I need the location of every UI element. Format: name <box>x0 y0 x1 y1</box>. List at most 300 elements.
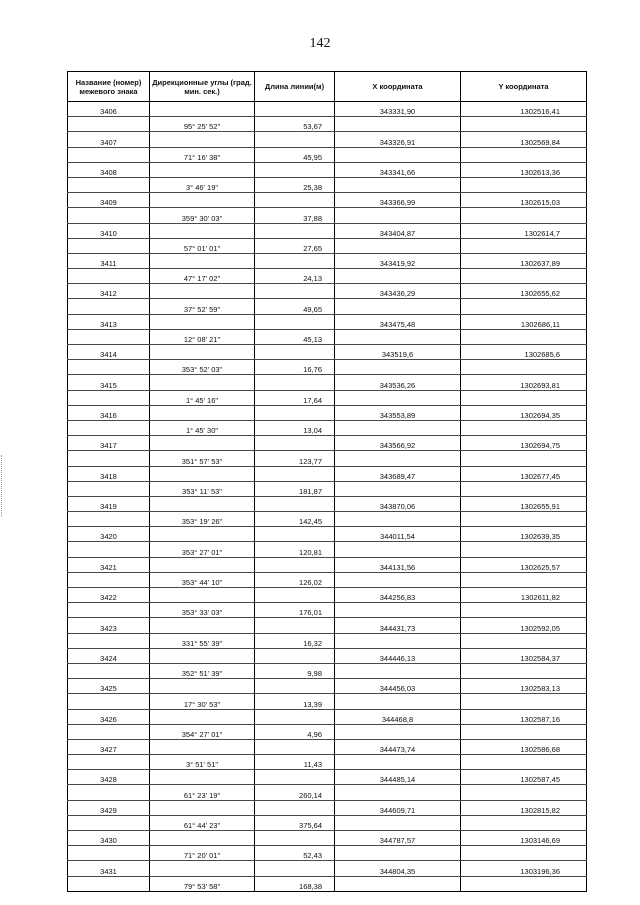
direction-angle-cell: 37° 52' 59" <box>150 299 255 314</box>
line-length-cell: 37,88 <box>255 208 335 223</box>
empty-cell <box>335 815 461 830</box>
segment-row <box>68 512 587 527</box>
y-coordinate-cell: 1302693,81 <box>461 375 587 390</box>
x-coordinate-cell: 344431,73 <box>335 618 461 633</box>
empty-cell <box>335 755 461 770</box>
segment-row <box>68 390 587 405</box>
empty-cell <box>255 405 335 420</box>
empty-cell <box>461 603 587 618</box>
empty-cell <box>68 755 150 770</box>
empty-cell <box>335 360 461 375</box>
direction-angle-cell: 354° 27' 01" <box>150 724 255 739</box>
point-row <box>68 618 587 633</box>
point-name-cell: 3417 <box>68 436 150 451</box>
point-row <box>68 800 587 815</box>
empty-cell <box>68 846 150 861</box>
empty-cell <box>255 253 335 268</box>
direction-angle-cell: 61° 23' 19" <box>150 785 255 800</box>
empty-cell <box>461 694 587 709</box>
segment-row <box>68 360 587 375</box>
y-coordinate-cell: 1302694,75 <box>461 436 587 451</box>
x-coordinate-cell: 344804,35 <box>335 861 461 876</box>
empty-cell <box>461 633 587 648</box>
x-coordinate-cell: 343475,48 <box>335 314 461 329</box>
line-length-cell: 375,64 <box>255 815 335 830</box>
empty-cell <box>150 527 255 542</box>
empty-cell <box>255 375 335 390</box>
point-row <box>68 739 587 754</box>
empty-cell <box>335 299 461 314</box>
x-coordinate-cell: 343519,6 <box>335 345 461 360</box>
line-length-cell: 181,87 <box>255 481 335 496</box>
empty-cell <box>461 815 587 830</box>
point-name-cell: 3418 <box>68 466 150 481</box>
empty-cell <box>255 618 335 633</box>
direction-angle-cell: 3° 51' 51" <box>150 755 255 770</box>
segment-row <box>68 420 587 435</box>
empty-cell <box>255 739 335 754</box>
empty-cell <box>150 284 255 299</box>
point-row <box>68 861 587 876</box>
empty-cell <box>150 861 255 876</box>
direction-angle-cell: 71° 16' 38" <box>150 147 255 162</box>
empty-cell <box>461 147 587 162</box>
empty-cell <box>68 360 150 375</box>
line-length-cell: 9,98 <box>255 663 335 678</box>
x-coordinate-cell: 344609,71 <box>335 800 461 815</box>
x-coordinate-cell: 344787,57 <box>335 831 461 846</box>
point-name-cell: 3430 <box>68 831 150 846</box>
x-coordinate-cell: 344011,54 <box>335 527 461 542</box>
direction-angle-cell: 352° 51' 39" <box>150 663 255 678</box>
point-row <box>68 314 587 329</box>
empty-cell <box>150 557 255 572</box>
empty-cell <box>461 755 587 770</box>
y-coordinate-cell: 1302639,35 <box>461 527 587 542</box>
y-coordinate-cell: 1302592,05 <box>461 618 587 633</box>
empty-cell <box>461 299 587 314</box>
margin-mark <box>1 455 5 517</box>
page-number: 142 <box>309 36 331 51</box>
line-length-cell: 16,32 <box>255 633 335 648</box>
empty-cell <box>68 238 150 253</box>
y-coordinate-cell: 1302613,36 <box>461 162 587 177</box>
x-coordinate-cell: 344473,74 <box>335 739 461 754</box>
segment-row <box>68 755 587 770</box>
empty-cell <box>255 588 335 603</box>
direction-angle-cell: 353° 52' 03" <box>150 360 255 375</box>
empty-cell <box>150 223 255 238</box>
empty-cell <box>150 162 255 177</box>
y-coordinate-cell: 1302611,82 <box>461 588 587 603</box>
header-y-coordinate: Y координата <box>461 72 587 102</box>
segment-row <box>68 299 587 314</box>
table-header-row <box>68 72 587 102</box>
x-coordinate-cell: 343326,91 <box>335 132 461 147</box>
empty-cell <box>461 572 587 587</box>
empty-cell <box>68 451 150 466</box>
header-line-length: Длина линии(м) <box>255 72 335 102</box>
x-coordinate-cell: 343366,99 <box>335 193 461 208</box>
segment-row <box>68 147 587 162</box>
x-coordinate-cell: 343419,92 <box>335 253 461 268</box>
empty-cell <box>68 815 150 830</box>
empty-cell <box>150 679 255 694</box>
direction-angle-cell: 353° 27' 01" <box>150 542 255 557</box>
empty-cell <box>335 724 461 739</box>
point-row <box>68 405 587 420</box>
empty-cell <box>68 572 150 587</box>
header-x-coordinate: X координата <box>335 72 461 102</box>
segment-row <box>68 451 587 466</box>
empty-cell <box>335 694 461 709</box>
empty-cell <box>335 542 461 557</box>
point-row <box>68 770 587 785</box>
segment-row <box>68 117 587 132</box>
empty-cell <box>68 299 150 314</box>
y-coordinate-cell: 1302677,45 <box>461 466 587 481</box>
empty-cell <box>68 876 150 891</box>
empty-cell <box>461 512 587 527</box>
line-length-cell: 260,14 <box>255 785 335 800</box>
header-direction-angle: Дирекционные углы (град. мин. сек.) <box>150 72 255 102</box>
direction-angle-cell: 61° 44' 23" <box>150 815 255 830</box>
empty-cell <box>461 876 587 891</box>
y-coordinate-cell: 1303146,69 <box>461 831 587 846</box>
line-length-cell: 17,64 <box>255 390 335 405</box>
x-coordinate-cell: 343553,89 <box>335 405 461 420</box>
empty-cell <box>461 785 587 800</box>
line-length-cell: 120,81 <box>255 542 335 557</box>
x-coordinate-cell: 344485,14 <box>335 770 461 785</box>
empty-cell <box>335 238 461 253</box>
empty-cell <box>255 132 335 147</box>
y-coordinate-cell: 1302614,7 <box>461 223 587 238</box>
direction-angle-cell: 57° 01' 01" <box>150 238 255 253</box>
y-coordinate-cell: 1302615,03 <box>461 193 587 208</box>
empty-cell <box>150 375 255 390</box>
point-name-cell: 3420 <box>68 527 150 542</box>
empty-cell <box>335 876 461 891</box>
empty-cell <box>150 102 255 117</box>
point-name-cell: 3415 <box>68 375 150 390</box>
line-length-cell: 142,45 <box>255 512 335 527</box>
empty-cell <box>255 709 335 724</box>
empty-cell <box>150 193 255 208</box>
y-coordinate-cell: 1302569,84 <box>461 132 587 147</box>
point-name-cell: 3416 <box>68 405 150 420</box>
empty-cell <box>255 284 335 299</box>
segment-row <box>68 876 587 891</box>
point-name-cell: 3423 <box>68 618 150 633</box>
empty-cell <box>150 345 255 360</box>
point-row <box>68 436 587 451</box>
point-row <box>68 496 587 511</box>
empty-cell <box>335 785 461 800</box>
y-coordinate-cell: 1302637,89 <box>461 253 587 268</box>
line-length-cell: 27,65 <box>255 238 335 253</box>
empty-cell <box>461 177 587 192</box>
empty-cell <box>68 785 150 800</box>
point-name-cell: 3411 <box>68 253 150 268</box>
segment-row <box>68 694 587 709</box>
point-row <box>68 466 587 481</box>
empty-cell <box>150 314 255 329</box>
line-length-cell: 52,43 <box>255 846 335 861</box>
empty-cell <box>68 481 150 496</box>
x-coordinate-cell: 344456,03 <box>335 679 461 694</box>
point-row <box>68 679 587 694</box>
empty-cell <box>255 102 335 117</box>
empty-cell <box>150 800 255 815</box>
segment-row <box>68 572 587 587</box>
segment-row <box>68 208 587 223</box>
line-length-cell: 24,13 <box>255 269 335 284</box>
table-body <box>68 102 587 892</box>
empty-cell <box>150 739 255 754</box>
x-coordinate-cell: 343870,06 <box>335 496 461 511</box>
direction-angle-cell: 95° 25' 52" <box>150 117 255 132</box>
empty-cell <box>255 314 335 329</box>
point-name-cell: 3428 <box>68 770 150 785</box>
y-coordinate-cell: 1302685,6 <box>461 345 587 360</box>
x-coordinate-cell: 344131,56 <box>335 557 461 572</box>
y-coordinate-cell: 1302655,62 <box>461 284 587 299</box>
empty-cell <box>255 223 335 238</box>
empty-cell <box>461 420 587 435</box>
point-row <box>68 709 587 724</box>
direction-angle-cell: 79° 53' 58" <box>150 876 255 891</box>
boundary-coordinates-table <box>67 71 587 892</box>
point-row <box>68 527 587 542</box>
segment-row <box>68 269 587 284</box>
header-point-name: Название (номер) межевого знака <box>68 72 150 102</box>
y-coordinate-cell: 1302587,45 <box>461 770 587 785</box>
empty-cell <box>335 633 461 648</box>
point-row <box>68 648 587 663</box>
empty-cell <box>68 269 150 284</box>
direction-angle-cell: 353° 19' 26" <box>150 512 255 527</box>
empty-cell <box>255 496 335 511</box>
empty-cell <box>68 390 150 405</box>
empty-cell <box>335 329 461 344</box>
empty-cell <box>68 694 150 709</box>
empty-cell <box>255 679 335 694</box>
empty-cell <box>461 663 587 678</box>
point-name-cell: 3413 <box>68 314 150 329</box>
point-row <box>68 102 587 117</box>
empty-cell <box>255 345 335 360</box>
point-row <box>68 132 587 147</box>
segment-row <box>68 329 587 344</box>
segment-row <box>68 724 587 739</box>
empty-cell <box>461 329 587 344</box>
empty-cell <box>150 588 255 603</box>
empty-cell <box>68 663 150 678</box>
point-row <box>68 375 587 390</box>
x-coordinate-cell: 343341,66 <box>335 162 461 177</box>
line-length-cell: 45,95 <box>255 147 335 162</box>
empty-cell <box>150 831 255 846</box>
point-row <box>68 284 587 299</box>
empty-cell <box>150 253 255 268</box>
direction-angle-cell: 351° 57' 53" <box>150 451 255 466</box>
point-name-cell: 3425 <box>68 679 150 694</box>
empty-cell <box>150 618 255 633</box>
empty-cell <box>461 846 587 861</box>
direction-angle-cell: 331° 55' 39" <box>150 633 255 648</box>
empty-cell <box>461 451 587 466</box>
line-length-cell: 123,77 <box>255 451 335 466</box>
empty-cell <box>335 420 461 435</box>
empty-cell <box>461 542 587 557</box>
point-name-cell: 3410 <box>68 223 150 238</box>
segment-row <box>68 238 587 253</box>
x-coordinate-cell: 344256,83 <box>335 588 461 603</box>
empty-cell <box>335 481 461 496</box>
point-row <box>68 345 587 360</box>
point-row <box>68 253 587 268</box>
point-name-cell: 3412 <box>68 284 150 299</box>
empty-cell <box>150 709 255 724</box>
segment-row <box>68 542 587 557</box>
y-coordinate-cell: 1303196,36 <box>461 861 587 876</box>
point-row <box>68 831 587 846</box>
y-coordinate-cell: 1302686,11 <box>461 314 587 329</box>
empty-cell <box>68 724 150 739</box>
empty-cell <box>150 648 255 663</box>
point-row <box>68 223 587 238</box>
y-coordinate-cell: 1302587,16 <box>461 709 587 724</box>
direction-angle-cell: 12° 08' 21" <box>150 329 255 344</box>
segment-row <box>68 663 587 678</box>
point-name-cell: 3429 <box>68 800 150 815</box>
empty-cell <box>461 269 587 284</box>
y-coordinate-cell: 1302815,82 <box>461 800 587 815</box>
empty-cell <box>335 663 461 678</box>
empty-cell <box>255 557 335 572</box>
line-length-cell: 176,01 <box>255 603 335 618</box>
x-coordinate-cell: 343436,29 <box>335 284 461 299</box>
segment-row <box>68 846 587 861</box>
direction-angle-cell: 353° 44' 10" <box>150 572 255 587</box>
segment-row <box>68 603 587 618</box>
point-name-cell: 3422 <box>68 588 150 603</box>
point-name-cell: 3419 <box>68 496 150 511</box>
point-name-cell: 3408 <box>68 162 150 177</box>
line-length-cell: 13,04 <box>255 420 335 435</box>
x-coordinate-cell: 343536,26 <box>335 375 461 390</box>
point-row <box>68 162 587 177</box>
empty-cell <box>255 436 335 451</box>
empty-cell <box>335 390 461 405</box>
line-length-cell: 25,38 <box>255 177 335 192</box>
y-coordinate-cell: 1302655,91 <box>461 496 587 511</box>
empty-cell <box>255 770 335 785</box>
point-name-cell: 3426 <box>68 709 150 724</box>
empty-cell <box>255 648 335 663</box>
x-coordinate-cell: 343331,90 <box>335 102 461 117</box>
line-length-cell: 13,39 <box>255 694 335 709</box>
y-coordinate-cell: 1302694,35 <box>461 405 587 420</box>
line-length-cell: 49,65 <box>255 299 335 314</box>
empty-cell <box>335 451 461 466</box>
x-coordinate-cell: 343566,92 <box>335 436 461 451</box>
empty-cell <box>335 117 461 132</box>
direction-angle-cell: 1° 45' 30" <box>150 420 255 435</box>
direction-angle-cell: 359° 30' 03" <box>150 208 255 223</box>
empty-cell <box>335 269 461 284</box>
x-coordinate-cell: 343689,47 <box>335 466 461 481</box>
empty-cell <box>150 496 255 511</box>
empty-cell <box>335 603 461 618</box>
point-name-cell: 3406 <box>68 102 150 117</box>
empty-cell <box>68 542 150 557</box>
line-length-cell: 11,43 <box>255 755 335 770</box>
empty-cell <box>68 147 150 162</box>
direction-angle-cell: 1° 45' 16" <box>150 390 255 405</box>
empty-cell <box>461 360 587 375</box>
segment-row <box>68 177 587 192</box>
line-length-cell: 4,96 <box>255 724 335 739</box>
empty-cell <box>68 420 150 435</box>
point-name-cell: 3414 <box>68 345 150 360</box>
empty-cell <box>335 512 461 527</box>
line-length-cell: 168,38 <box>255 876 335 891</box>
empty-cell <box>335 846 461 861</box>
x-coordinate-cell: 343404,87 <box>335 223 461 238</box>
y-coordinate-cell: 1302516,41 <box>461 102 587 117</box>
direction-angle-cell: 353° 11' 53" <box>150 481 255 496</box>
empty-cell <box>335 177 461 192</box>
direction-angle-cell: 47° 17' 02" <box>150 269 255 284</box>
empty-cell <box>461 238 587 253</box>
empty-cell <box>461 117 587 132</box>
empty-cell <box>150 132 255 147</box>
empty-cell <box>68 177 150 192</box>
empty-cell <box>68 633 150 648</box>
empty-cell <box>255 527 335 542</box>
direction-angle-cell: 3° 46' 19" <box>150 177 255 192</box>
point-name-cell: 3431 <box>68 861 150 876</box>
line-length-cell: 16,76 <box>255 360 335 375</box>
line-length-cell: 53,67 <box>255 117 335 132</box>
segment-row <box>68 633 587 648</box>
line-length-cell: 45,13 <box>255 329 335 344</box>
empty-cell <box>68 512 150 527</box>
empty-cell <box>461 208 587 223</box>
empty-cell <box>150 466 255 481</box>
empty-cell <box>255 162 335 177</box>
x-coordinate-cell: 344446,13 <box>335 648 461 663</box>
empty-cell <box>68 208 150 223</box>
direction-angle-cell: 353° 33' 03" <box>150 603 255 618</box>
point-name-cell: 3427 <box>68 739 150 754</box>
segment-row <box>68 481 587 496</box>
line-length-cell: 126,02 <box>255 572 335 587</box>
point-name-cell: 3407 <box>68 132 150 147</box>
empty-cell <box>335 572 461 587</box>
empty-cell <box>255 800 335 815</box>
empty-cell <box>150 770 255 785</box>
direction-angle-cell: 71° 20' 01" <box>150 846 255 861</box>
empty-cell <box>150 436 255 451</box>
empty-cell <box>255 861 335 876</box>
point-row <box>68 193 587 208</box>
empty-cell <box>68 603 150 618</box>
empty-cell <box>461 390 587 405</box>
point-name-cell: 3421 <box>68 557 150 572</box>
